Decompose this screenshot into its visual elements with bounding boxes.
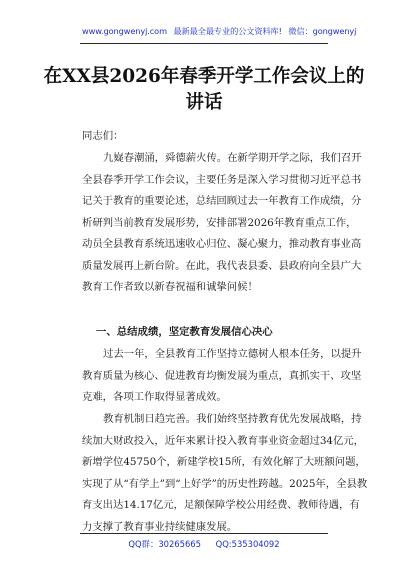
text-line: 动员全县教育系统迅速收心归位、凝心聚力，推动教育事业高: [82, 238, 362, 250]
text-line: 新增学位45750个，新建学校15所，有效化解了大班额问题，: [82, 456, 366, 468]
header-wechat: 微信：gongwenyj: [288, 26, 357, 36]
footer-bar: [0, 538, 408, 550]
text-line: 九嶷春潮涌，舜德薪火传。在新学期开学之际，我们召开: [103, 152, 362, 164]
text-line: 教育质量为核心、促进教育均衡发展为重点，真抓实干、攻坚: [82, 369, 362, 382]
paragraph-summary: [82, 344, 362, 409]
footer-divider: [80, 533, 328, 534]
header-website-link[interactable]: www.gongwenyj.com: [82, 26, 167, 36]
header-tagline: 最新最全最专业的公文资料库!: [173, 26, 282, 36]
text-line: 育支出达14.17亿元，足额保障学校公用经费、教师待遇，有: [82, 499, 360, 511]
paragraph-intro: [82, 148, 362, 299]
text-line: 析研判当前教育发展形势，安排部署2026年教育重点工作，: [82, 216, 357, 229]
header-divider: [80, 43, 328, 44]
text-line: 续加大财政投入，近年来累计投入教育事业资金超过34亿元，: [82, 434, 364, 447]
text-line: 记关于教育的重要论述，总结回顾过去一年教育工作成绩，分: [82, 195, 362, 207]
text-line: 过去一年，全县教育工作坚持立德树人根本任务，以提升: [103, 348, 362, 360]
document-title-line-1: 在XX县2026年春季开学工作会议上的: [43, 66, 365, 87]
text-line: 全县春季开学工作会议，主要任务是深入学习贯彻习近平总书: [82, 173, 362, 186]
text-line: 力支撑了教育事业持续健康发展。: [82, 520, 238, 533]
section-heading: 一、总结成绩，坚定教育发展信心决心: [96, 326, 273, 338]
greeting: 同志们：: [82, 130, 124, 142]
text-line: 克难，各项工作取得显著成效。: [82, 391, 227, 403]
footer-qq: QQ:535304092: [215, 539, 280, 549]
document-title-line-2: 讲话: [185, 92, 223, 113]
footer-qq-group: QQ群：30265665: [128, 539, 201, 549]
paragraph-mechanism: [82, 409, 368, 538]
text-line: 教育机制日趋完善。我们始终坚持教育优先发展战略，持: [103, 413, 362, 425]
text-line: 教育工作者致以新春祝福和诚挚问候！: [82, 281, 258, 293]
header-bar: [82, 26, 357, 42]
text-line: 实现了从“有学上”到“上好学”的历史性跨越。2025年，全县教: [82, 477, 368, 490]
document-title: [40, 64, 368, 116]
text-line: 质量发展再上新台阶。在此，我代表县委、县政府向全县广大: [82, 259, 362, 272]
